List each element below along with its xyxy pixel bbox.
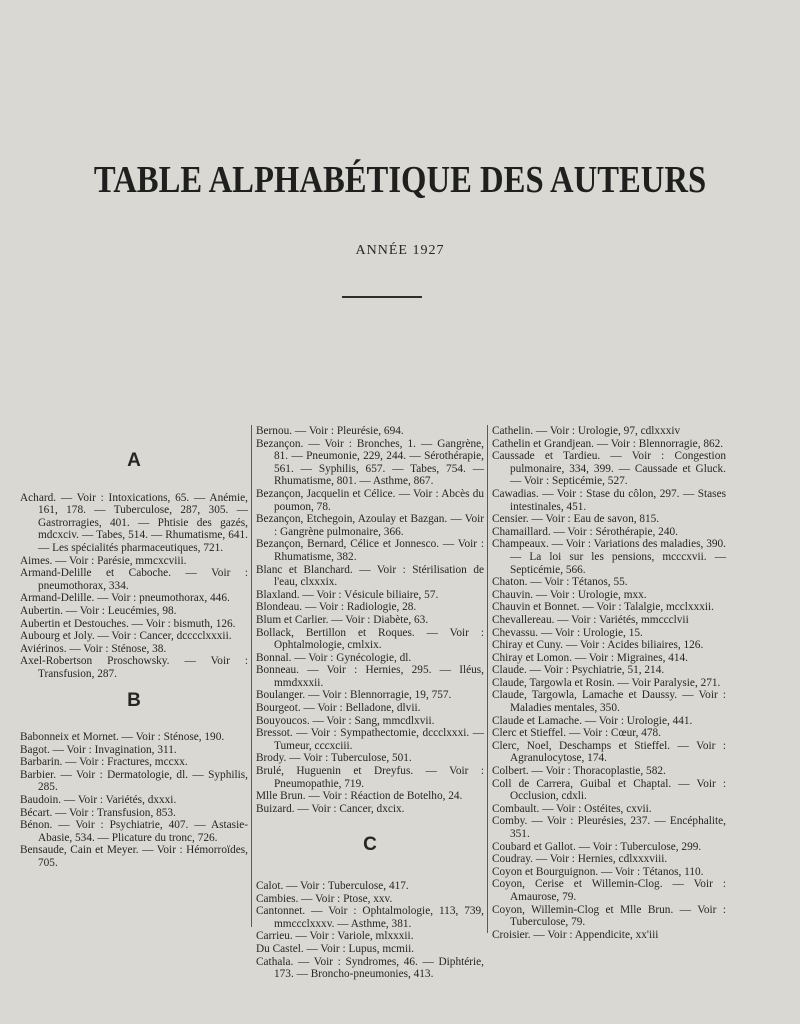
section-letter: B — [127, 689, 141, 711]
index-entry: Bouyoucos. — Voir : Sang, mmcdlxvii. — [256, 714, 435, 727]
page-title: TABLE ALPHABÉTIQUE DES AUTEURS — [93, 159, 707, 201]
index-entry: Chamaillard. — Voir : Sérothérapie, 240. — [492, 525, 678, 538]
index-entry: Cawadias. — Voir : Stase du côlon, 297. — Stases intestinales, 451. — [492, 487, 726, 513]
index-entry: Coudray. — Voir : Hernies, cdlxxxviii. — [492, 853, 668, 866]
index-entry: Bezançon, Bernard, Célice et Jonnesco. — Voir : Rhumatisme, 382. — [256, 538, 484, 563]
index-entry: Chauvin. — Voir : Urologie, mxx. — [492, 588, 647, 601]
index-entry: Chevallereau. — Voir : Variétés, mmccclvii — [492, 613, 689, 626]
index-column-3 — [492, 425, 726, 941]
index-entry: Bernou. — Voir : Pleurésie, 694. — [256, 425, 404, 437]
index-column-2 — [256, 425, 484, 981]
index-entry: Caussade et Tardieu. — Voir : Congestion pulmonaire, 334, 399. — Caussade et Gluck. — Voir : Septicémie, 527. — [492, 450, 726, 488]
index-entry: Chiray et Cuny. — Voir : Acides biliaires, 126. — [492, 639, 704, 652]
index-entry: Axel-Robertson Proschowsky. — Voir : Transfusion, 287. — [20, 655, 248, 680]
index-entry: Bénon. — Voir : Psychiatrie, 407. — Astasie-Abasie, 534. — Plicature du tronc, 726. — [20, 819, 248, 844]
index-entry: Blondeau. — Voir : Radiologie, 28. — [256, 601, 417, 614]
index-entry: Coyon et Bourguignon. — Voir : Tétanos, 110. — [492, 865, 704, 878]
index-entry: Bensaude, Cain et Meyer. — Voir : Hémorroïdes, 705. — [20, 844, 248, 870]
index-entry: Boulanger. — Voir : Blennorragie, 19, 757. — [256, 689, 452, 702]
index-entry: Cathelin et Grandjean. — Voir : Blennorragie, 862. — [492, 437, 724, 450]
index-entry: Chevassu. — Voir : Urologie, 15. — [492, 626, 643, 639]
year-subtitle: ANNÉE 1927 — [355, 243, 445, 258]
index-entry: Bonneau. — Voir : Hernies, 295. — Iléus, mmdxxxii. — [256, 664, 484, 689]
index-entry: Bécart. — Voir : Transfusion, 853. — [20, 806, 176, 819]
index-entry: Bezançon. — Voir : Bronches, 1. — Gangrène, 81. — Pneumonie, 229, 244. — Sérothérapie, 561. — Syphilis, 657. — Tabes, 754. — Rhumatisme, 801. — Asthme, 867. — [256, 437, 484, 488]
index-entry: Coyon, Willemin-Clog et Mlle Brun. — Voir : Tuberculose, 79. — [492, 903, 726, 929]
index-entry: Blum et Carlier. — Voir : Diabète, 63. — [256, 613, 429, 626]
index-entry: Claude, Targowla, Lamache et Daussy. — Voir : Maladies mentales, 350. — [492, 689, 726, 715]
index-entry: Brody. — Voir : Tuberculose, 501. — [256, 752, 412, 765]
index-entry: Cambies. — Voir : Ptose, xxv. — [256, 892, 393, 905]
index-entry: Aimes. — Voir : Parésie, mmcxcviii. — [20, 554, 187, 567]
index-entry: Chauvin et Bonnet. — Voir : Talalgie, mcclxxxii. — [492, 601, 714, 614]
index-entry: Croisier. — Voir : Appendicite, xx'iii — [492, 928, 659, 941]
index-entry: Brulé, Huguenin et Dreyfus. — Voir : Pneumopathie, 719. — [256, 765, 484, 790]
index-entry: Du Castel. — Voir : Lupus, mcmii. — [256, 942, 415, 955]
index-entry: Chiray et Lomon. — Voir : Migraines, 414. — [492, 651, 689, 664]
index-entry: Blanc et Blanchard. — Voir : Stérilisation de l'eau, clxxxix. — [256, 563, 484, 589]
index-entry: Bezançon, Jacquelin et Célice. — Voir : Abcès du poumon, 78. — [256, 487, 484, 513]
index-entry: Colbert. — Voir : Thoracoplastie, 582. — [492, 765, 666, 778]
index-entry: Coubard et Gallot. — Voir : Tuberculose, 299. — [492, 840, 702, 853]
index-entry: Aubourg et Joly. — Voir : Cancer, dcccclxxxii. — [20, 630, 232, 643]
index-entry: Achard. — Voir : Intoxications, 65. — Anémie, 161, 178. — Tuberculose, 287, 305. — Gastrorragies, 401. — Phtisie des gazés, mdcxciv. — Tabes, 514. — Rhumatisme, 641. — Les spécialités pharmaceutiques, 721. — [20, 491, 248, 554]
index-entry: Censier. — Voir : Eau de savon, 815. — [492, 513, 660, 526]
index-column-1 — [20, 425, 248, 870]
index-entry: Aubertin et Destouches. — Voir : bismuth, 126. — [20, 617, 236, 630]
index-entry: Claude. — Voir : Psychiatrie, 51, 214. — [492, 664, 665, 677]
index-entry: Bezançon, Etchegoin, Azoulay et Bazgan. — Voir : Gangrène pulmonaire, 366. — [256, 513, 484, 538]
index-entry: Baudoin. — Voir : Variétés, dxxxi. — [20, 794, 177, 807]
index-entry: Carrieu. — Voir : Variole, mlxxxii. — [256, 930, 414, 943]
index-entry: Bagot. — Voir : Invagination, 311. — [20, 743, 177, 756]
index-entry: Claude et Lamache. — Voir : Urologie, 441. — [492, 714, 693, 727]
index-entry: Champeaux. — Voir : Variations des maladies, 390. — La loi sur les pensions, mcccxvii. — Septicémie, 566. — [492, 538, 726, 576]
index-entry: Mlle Brun. — Voir : Réaction de Botelho, 24. — [256, 790, 463, 803]
title-divider — [342, 296, 422, 298]
index-entry: Coyon, Cerise et Willemin-Clog. — Voir : Amaurose, 79. — [492, 878, 726, 903]
index-entry: Blaxland. — Voir : Vésicule biliaire, 57. — [256, 588, 439, 601]
index-entry: Cathelin. — Voir : Urologie, 97, cdlxxxiv — [492, 425, 681, 437]
index-entry: Armand-Delille et Caboche. — Voir : pneumothorax, 334. — [20, 567, 248, 592]
index-entry: Barbarin. — Voir : Fractures, mccxx. — [20, 756, 188, 769]
index-entry: Clerc, Noel, Deschamps et Stieffel. — Voir : Agranulocytose, 174. — [492, 739, 726, 765]
index-entry: Comby. — Voir : Pleurésies, 237. — Encéphalite, 351. — [492, 815, 726, 840]
index-entry: Bressot. — Voir : Sympathectomie, dccclxxxi. — Tumeur, cccxciii. — [256, 727, 484, 752]
index-entry: Babonneix et Mornet. — Voir : Sténose, 190. — [20, 731, 225, 744]
index-entry: Bollack, Bertillon et Roques. — Voir : Ophtalmologie, cmlxix. — [256, 626, 484, 652]
section-letter: C — [363, 834, 377, 856]
index-entry: Barbier. — Voir : Dermatologie, dl. — Syphilis, 285. — [20, 768, 248, 794]
index-entry: Cathala. — Voir : Syndromes, 46. — Diphtérie, 173. — Broncho-pneumonies, 413. — [256, 955, 484, 981]
column-separator — [487, 425, 488, 933]
section-letter: A — [127, 450, 141, 471]
index-entry: Coll de Carrera, Guibal et Chaptal. — Voir : Occlusion, cdxli. — [492, 777, 726, 803]
index-entry: Clerc et Stieffel. — Voir : Cœur, 478. — [492, 727, 661, 740]
index-entry: Combault. — Voir : Ostéites, cxvii. — [492, 802, 652, 815]
index-entry: Chaton. — Voir : Tétanos, 55. — [492, 576, 628, 589]
index-entry: Aubertin. — Voir : Leucémies, 98. — [20, 604, 177, 617]
index-entry: Cantonnet. — Voir : Ophtalmologie, 113, 739, mmccclxxxv. — Asthme, 381. — [256, 905, 484, 930]
index-entry: Aviérinos. — Voir : Sténose, 38. — [20, 642, 167, 655]
index-entry: Calot. — Voir : Tuberculose, 417. — [256, 880, 409, 892]
index-entry: Claude, Targowla et Rosin. — Voir Paralysie, 271. — [492, 676, 721, 689]
index-entry: Bonnal. — Voir : Gynécologie, dl. — [256, 651, 412, 664]
column-separator — [251, 425, 252, 927]
index-entry: Buizard. — Voir : Cancer, dxcix. — [256, 802, 405, 815]
index-entry: Armand-Delille. — Voir : pneumothorax, 446. — [20, 592, 230, 605]
index-entry: Bourgeot. — Voir : Belladone, dlvii. — [256, 702, 421, 715]
